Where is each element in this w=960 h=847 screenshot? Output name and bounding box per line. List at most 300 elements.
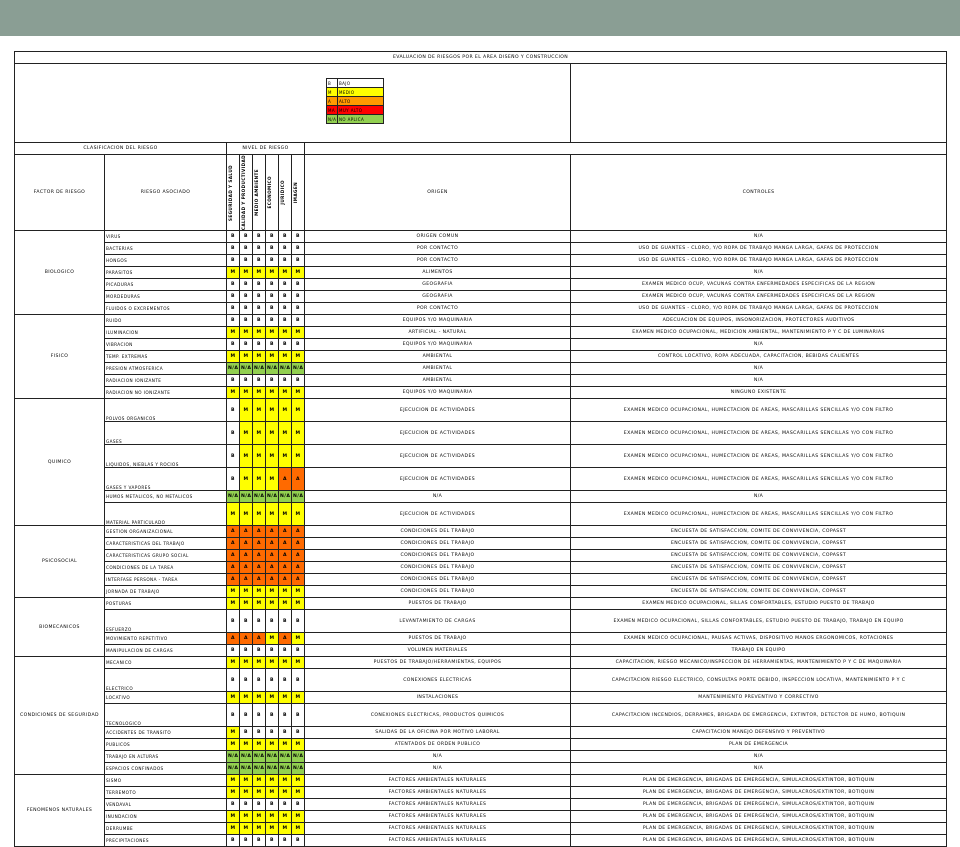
risk-cell: MOVIMIENTO REPETITIVO [105,633,227,645]
table-row [15,267,947,279]
title-bar [0,0,960,36]
origin-cell: FACTORES AMBIENTALES NATURALES [305,811,571,823]
level-cell: M [266,267,279,279]
level-cell: B [240,645,253,657]
level-cell: M [227,586,240,598]
table-row [15,586,947,598]
control-cell: EXAMEN MEDICO OCUP, VACUNAS CONTRA ENFERMEDADES ESPECIFICAS DE LA REGION [571,279,947,291]
control-cell: EXAMEN MEDICO OCUPACIONAL, HUMECTACION DE AREAS, MASCARILLAS SENCILLAS Y/O CON FILTRO [571,468,947,491]
risk-cell: RUIDO [105,315,227,327]
level-cell: M [279,657,292,669]
level-cell: M [227,267,240,279]
risk-cell: LIQUIDOS, NIEBLAS Y ROCIOS [105,445,227,468]
level-cell: M [227,503,240,526]
control-cell: PLAN DE EMERGENCIA, BRIGADAS DE EMERGENCIA, SIMULACROS/EXTINTOR, BOTIQUIN [571,775,947,787]
level-cell: B [227,669,240,692]
level-cell: M [279,787,292,799]
factor-header: FACTOR DE RIESGO [15,155,105,231]
level-cell: B [253,255,266,267]
level-cell: M [292,445,305,468]
level-cell: M [240,445,253,468]
level-cell: A [279,526,292,538]
level-cell: B [266,799,279,811]
level-cell: B [253,835,266,847]
level-cell: B [292,375,305,387]
origin-cell: AMBIENTAL [305,375,571,387]
risk-cell: TERREMOTO [105,787,227,799]
legend-row [327,115,384,124]
level-cell: B [240,315,253,327]
level-cell: N/A [279,751,292,763]
legend-label: ALTO [338,97,384,106]
origin-cell: N/A [305,763,571,775]
level-cell: B [266,375,279,387]
level-cell: B [240,799,253,811]
control-cell: ENCUESTA DE SATISFACCION, COMITE DE CONVIVENCIA, COPASST [571,526,947,538]
origin-header: ORIGEN [305,155,571,231]
table-row [15,538,947,550]
risk-cell: MANIPULACION DE CARGAS [105,645,227,657]
risk-cell: ACCIDENTES DE TRANSITO [105,727,227,739]
control-cell: TRABAJO EN EQUIPO [571,645,947,657]
level-cell: A [279,562,292,574]
level-cell: M [253,399,266,422]
level-cell: B [279,727,292,739]
risk-cell: MECANICO [105,657,227,669]
level-cell: B [292,835,305,847]
table-row [15,562,947,574]
level-cell: M [279,823,292,835]
level-cell: B [227,399,240,422]
level-cell: M [292,811,305,823]
control-cell: N/A [571,363,947,375]
level-cell: N/A [292,763,305,775]
control-cell: N/A [571,375,947,387]
table-row [15,231,947,243]
table-row [15,550,947,562]
level-cell: B [279,645,292,657]
control-cell: ENCUESTA DE SATISFACCION, COMITE DE CONVIVENCIA, COPASST [571,550,947,562]
origin-cell: ATENTADOS DE ORDEN PUBLICO [305,739,571,751]
level-cell: M [279,739,292,751]
table-row [15,727,947,739]
level-cell: B [227,279,240,291]
table-row [15,526,947,538]
control-cell: PLAN DE EMERGENCIA, BRIGADAS DE EMERGENCIA, SIMULACROS/EXTINTOR, BOTIQUIN [571,823,947,835]
origin-cell: CONDICIONES DEL TRABAJO [305,550,571,562]
level-cell: M [279,327,292,339]
level-cell: A [240,574,253,586]
factor-cell: QUIMICO [15,399,105,526]
level-cell: B [253,291,266,303]
controls-header: CONTROLES [571,155,947,231]
risk-cell: TECNOLOGICO [105,704,227,727]
level-cell: N/A [253,363,266,375]
level-cell: M [279,445,292,468]
origin-cell: EJECUCION DE ACTIVIDADES [305,445,571,468]
level-cell: M [266,598,279,610]
factor-cell: PSICOSOCIAL [15,526,105,598]
level-cell: M [266,787,279,799]
level-cell: A [227,526,240,538]
origin-cell: GEOGRAFIA [305,291,571,303]
control-cell: EXAMEN MEDICO OCUPACIONAL, MEDICION AMBIENTAL, MANTENIMIENTO P Y C DE LUMINARIAS [571,327,947,339]
level-cell: A [279,633,292,645]
level-cell: A [266,562,279,574]
origin-cell: EJECUCION DE ACTIVIDADES [305,422,571,445]
control-cell: EXAMEN MEDICO OCUPACIONAL, HUMECTACION DE AREAS, MASCARILLAS SENCILLAS Y/O CON FILTRO [571,503,947,526]
level-cell: A [292,538,305,550]
level-cell: M [253,739,266,751]
table-row [15,598,947,610]
control-cell: N/A [571,491,947,503]
level-cell: A [292,468,305,491]
risk-cell: JORNADA DE TRABAJO [105,586,227,598]
table-row [15,375,947,387]
table-row [15,763,947,775]
table-row [15,255,947,267]
level-cell: A [292,562,305,574]
level-cell: B [253,231,266,243]
level-cell: M [253,468,266,491]
table-row [15,645,947,657]
legend-label: NO APLICA [338,115,384,124]
level-cell: B [266,255,279,267]
control-cell: ADECUACION DE EQUIPOS, INSONORIZACION, PROTECTORES AUDITIVOS [571,315,947,327]
level-cell: A [240,526,253,538]
origin-cell: EJECUCION DE ACTIVIDADES [305,503,571,526]
control-cell: ENCUESTA DE SATISFACCION, COMITE DE CONVIVENCIA, COPASST [571,574,947,586]
level-cell: M [253,775,266,787]
level-cell: M [266,739,279,751]
origin-cell: EJECUCION DE ACTIVIDADES [305,399,571,422]
control-cell: CAPACITACION MANEJO DEFENSIVO Y PREVENTIVO [571,727,947,739]
table-row [15,739,947,751]
level-cell: B [253,645,266,657]
level-cell: A [266,574,279,586]
sheet-title: EVALUACION DE RIESGOS POR EL AREA DISEÑO Y CONSTRUCCION [15,52,947,64]
level-cell: B [292,315,305,327]
risk-matrix-table [14,51,947,847]
level-cell: B [227,468,240,491]
risk-cell: RADIACION IONIZANTE [105,375,227,387]
origin-cell: FACTORES AMBIENTALES NATURALES [305,835,571,847]
origin-cell: EQUIPOS Y/O MAQUINARIA [305,387,571,399]
control-cell: CONTROL LOCATIVO, ROPA ADECUADA, CAPACITACION, BEBIDAS CALIENTES [571,351,947,363]
risk-cell: POSTURAS [105,598,227,610]
level-cell: M [292,422,305,445]
level-cell: B [279,291,292,303]
origin-cell: INSTALACIONES [305,692,571,704]
level-cell: M [253,586,266,598]
level-cell: B [279,231,292,243]
origin-cell: PUESTOS DE TRABAJO [305,598,571,610]
level-cell: B [253,315,266,327]
origin-cell: CONDICIONES DEL TRABAJO [305,574,571,586]
table-row [15,387,947,399]
level-cell: M [253,811,266,823]
risk-cell: PRESION ATMOSFERICA [105,363,227,375]
level-cell: B [292,243,305,255]
risk-cell: HUMOS METALICOS, NO METALICOS [105,491,227,503]
control-cell: CAPACITACION INCENDIOS, DERRAMES, BRIGADA DE EMERGENCIA, EXTINTOR, DETECTOR DE HUMO, BOTIQUIN [571,704,947,727]
level-cell: A [279,468,292,491]
origin-cell: POR CONTACTO [305,243,571,255]
level-cell: B [253,704,266,727]
level-cell: M [266,811,279,823]
level-cell: M [292,503,305,526]
level-cell: A [279,538,292,550]
control-cell: EXAMEN MEDICO OCUPACIONAL, HUMECTACION DE AREAS, MASCARILLAS SENCILLAS Y/O CON FILTRO [571,422,947,445]
level-cell: B [227,291,240,303]
level-cell: B [292,255,305,267]
level-cell: B [240,669,253,692]
control-cell: EXAMEN MEDICO OCUPACIONAL, SILLAS CONFORTABLES, ESTUDIO PUESTO DE TRABAJO [571,598,947,610]
level-cell: B [292,669,305,692]
level-cell: M [240,811,253,823]
control-cell: USO DE GUANTES - CLORO, Y/O ROPA DE TRABAJO MANGA LARGA, GAFAS DE PROTECCION [571,243,947,255]
legend-label: MUY ALTO [338,106,384,115]
control-cell: EXAMEN MEDICO OCUPACIONAL, HUMECTACION DE AREAS, MASCARILLAS SENCILLAS Y/O CON FILTRO [571,445,947,468]
control-cell: CAPACITACION RIESGO ELECTRICO, CONSULTAS PORTE DEBIDO, INSPECCION LOCATIVA, MANTENIMIENTO P Y C [571,669,947,692]
origin-cell: FACTORES AMBIENTALES NATURALES [305,787,571,799]
level-cell: M [279,422,292,445]
level-cell: M [266,387,279,399]
level-cell: M [240,787,253,799]
risk-cell: GASES Y VAPORES [105,468,227,491]
origin-cell: PUESTOS DE TRABAJO [305,633,571,645]
level-cell: B [292,645,305,657]
control-cell: ENCUESTA DE SATISFACCION, COMITE DE CONVIVENCIA, COPASST [571,562,947,574]
origin-cell: ORIGEN COMUN [305,231,571,243]
level-cell: M [240,823,253,835]
level-cell: A [227,550,240,562]
level-cell: B [266,669,279,692]
table-row [15,491,947,503]
level-cell: B [266,291,279,303]
risk-cell: PICADURAS [105,279,227,291]
control-cell: MANTENIMIENTO PREVENTIVO Y CORRECTIVO [571,692,947,704]
level-cell: N/A [279,363,292,375]
factor-cell: CONDICIONES DE SEGURIDAD [15,657,105,775]
level-cell: B [240,610,253,633]
legend-row [327,88,384,97]
level-cell: M [279,387,292,399]
level-cell: M [240,598,253,610]
level-cell: M [253,351,266,363]
control-cell: NINGUNO EXISTENTE [571,387,947,399]
level-cell: N/A [292,751,305,763]
level-cell: B [240,243,253,255]
level-cell: M [227,811,240,823]
origin-cell: CONEXIONES ELECTRICAS [305,669,571,692]
level-cell: M [266,503,279,526]
level-cell: M [279,586,292,598]
table-row [15,279,947,291]
origin-cell: EQUIPOS Y/O MAQUINARIA [305,315,571,327]
level-col-header: JURIDICO [280,180,285,205]
level-cell: B [292,279,305,291]
origin-cell: EJECUCION DE ACTIVIDADES [305,468,571,491]
risk-cell: CARACTERISTICAS GRUPO SOCIAL [105,550,227,562]
level-cell: B [279,704,292,727]
risk-cell: CONDICIONES DE LA TAREA [105,562,227,574]
legend-code: A [327,97,338,106]
level-cell: A [227,574,240,586]
table-row [15,303,947,315]
legend-label: BAJO [338,79,384,88]
table-row [15,243,947,255]
level-cell: M [227,692,240,704]
origin-cell: LEVANTAMIENTO DE CARGAS [305,610,571,633]
level-cell: M [292,351,305,363]
level-cell: A [292,574,305,586]
level-cell: B [227,243,240,255]
control-cell: CAPACITACION, RIESGO MECANICO/INSPECCION DE HERRAMIENTAS, MANTENIMIENTO P Y C DE MAQUINARIA [571,657,947,669]
level-cell: M [227,727,240,739]
level-cell: M [227,387,240,399]
table-row [15,327,947,339]
level-cell: B [227,315,240,327]
control-cell: EXAMEN MEDICO OCUP, VACUNAS CONTRA ENFERMEDADES ESPECIFICAS DE LA REGION [571,291,947,303]
risk-cell: GESTION ORGANIZACIONAL [105,526,227,538]
level-cell: B [279,835,292,847]
level-cell: M [266,586,279,598]
level-cell: B [253,727,266,739]
level-cell: A [292,550,305,562]
factor-cell: BIOLOGICO [15,231,105,315]
level-cell: M [253,387,266,399]
legend-row [327,97,384,106]
level-cell: B [227,704,240,727]
level-cell: A [253,538,266,550]
origin-cell: AMBIENTAL [305,363,571,375]
control-cell: ENCUESTA DE SATISFACCION, COMITE DE CONVIVENCIA, COPASST [571,586,947,598]
level-cell: N/A [240,763,253,775]
level-cell: N/A [240,363,253,375]
level-cell: B [266,610,279,633]
risk-cell: INUNDACION [105,811,227,823]
level-cell: N/A [253,751,266,763]
level-cell: M [292,633,305,645]
risk-cell: ILUMINACION [105,327,227,339]
origin-cell: PUESTOS DE TRABAJO/HERRAMIENTAS, EQUIPOS [305,657,571,669]
control-cell: N/A [571,339,947,351]
origin-cell: CONEXIONES ELECTRICAS, PRODUCTOS QUIMICOS [305,704,571,727]
table-row [15,610,947,633]
table-row [15,669,947,692]
table-row [15,751,947,763]
level-cell: B [227,422,240,445]
origin-cell: POR CONTACTO [305,303,571,315]
table-row [15,468,947,491]
level-cell: N/A [227,491,240,503]
level-cell: B [292,339,305,351]
level-cell: B [253,669,266,692]
level-cell: N/A [227,363,240,375]
level-cell: B [227,445,240,468]
level-cell: M [266,399,279,422]
table-row [15,291,947,303]
legend-table [326,78,384,124]
level-cell: M [266,351,279,363]
control-cell: N/A [571,751,947,763]
associated-risk-header: RIESGO ASOCIADO [105,155,227,231]
factor-cell: FISICO [15,315,105,399]
level-cell: B [240,835,253,847]
table-row [15,787,947,799]
level-cell: B [240,339,253,351]
level-cell: M [253,445,266,468]
level-cell: M [240,468,253,491]
risk-cell: RADIACION NO IONIZANTE [105,387,227,399]
origin-cell: POR CONTACTO [305,255,571,267]
table-row [15,399,947,422]
level-cell: N/A [266,763,279,775]
level-cell: N/A [292,363,305,375]
level-cell: M [266,692,279,704]
level-cell: M [266,327,279,339]
origin-cell: N/A [305,751,571,763]
origin-cell: FACTORES AMBIENTALES NATURALES [305,823,571,835]
level-cell: M [240,739,253,751]
level-cell: M [292,387,305,399]
level-cell: M [240,503,253,526]
table-row [15,633,947,645]
level-cell: N/A [227,751,240,763]
risk-cell: CARACTERISTICAS DEL TRABAJO [105,538,227,550]
level-cell: A [240,550,253,562]
table-row [15,422,947,445]
level-cell: A [266,538,279,550]
level-cell: N/A [266,363,279,375]
control-cell: N/A [571,267,947,279]
level-col-header: IMAGEN [293,181,298,204]
level-cell: M [240,657,253,669]
legend-label: MEDIO [338,88,384,97]
level-cell: B [292,799,305,811]
level-cell: B [253,243,266,255]
factor-cell: FENOMENOS NATURALES [15,775,105,847]
legend-code: M [327,88,338,97]
origin-cell: AMBIENTAL [305,351,571,363]
level-cell: N/A [279,491,292,503]
level-cell: B [266,704,279,727]
level-cell: N/A [253,763,266,775]
level-cell: M [253,267,266,279]
origin-cell: ARTIFICIAL - NATURAL [305,327,571,339]
level-cell: B [253,610,266,633]
level-cell: A [227,538,240,550]
level-cell: N/A [292,491,305,503]
level-cell: B [266,231,279,243]
level-cell: B [292,291,305,303]
legend-row [327,79,384,88]
level-cell: M [292,267,305,279]
control-cell: PLAN DE EMERGENCIA [571,739,947,751]
level-cell: M [227,327,240,339]
origin-cell: CONDICIONES DEL TRABAJO [305,562,571,574]
control-cell: N/A [571,763,947,775]
table-row [15,351,947,363]
level-cell: M [240,692,253,704]
risk-cell: BACTERIAS [105,243,227,255]
level-cell: A [240,562,253,574]
level-cell: M [279,503,292,526]
control-cell: PLAN DE EMERGENCIA, BRIGADAS DE EMERGENCIA, SIMULACROS/EXTINTOR, BOTIQUIN [571,799,947,811]
table-row [15,503,947,526]
level-cell: M [253,692,266,704]
